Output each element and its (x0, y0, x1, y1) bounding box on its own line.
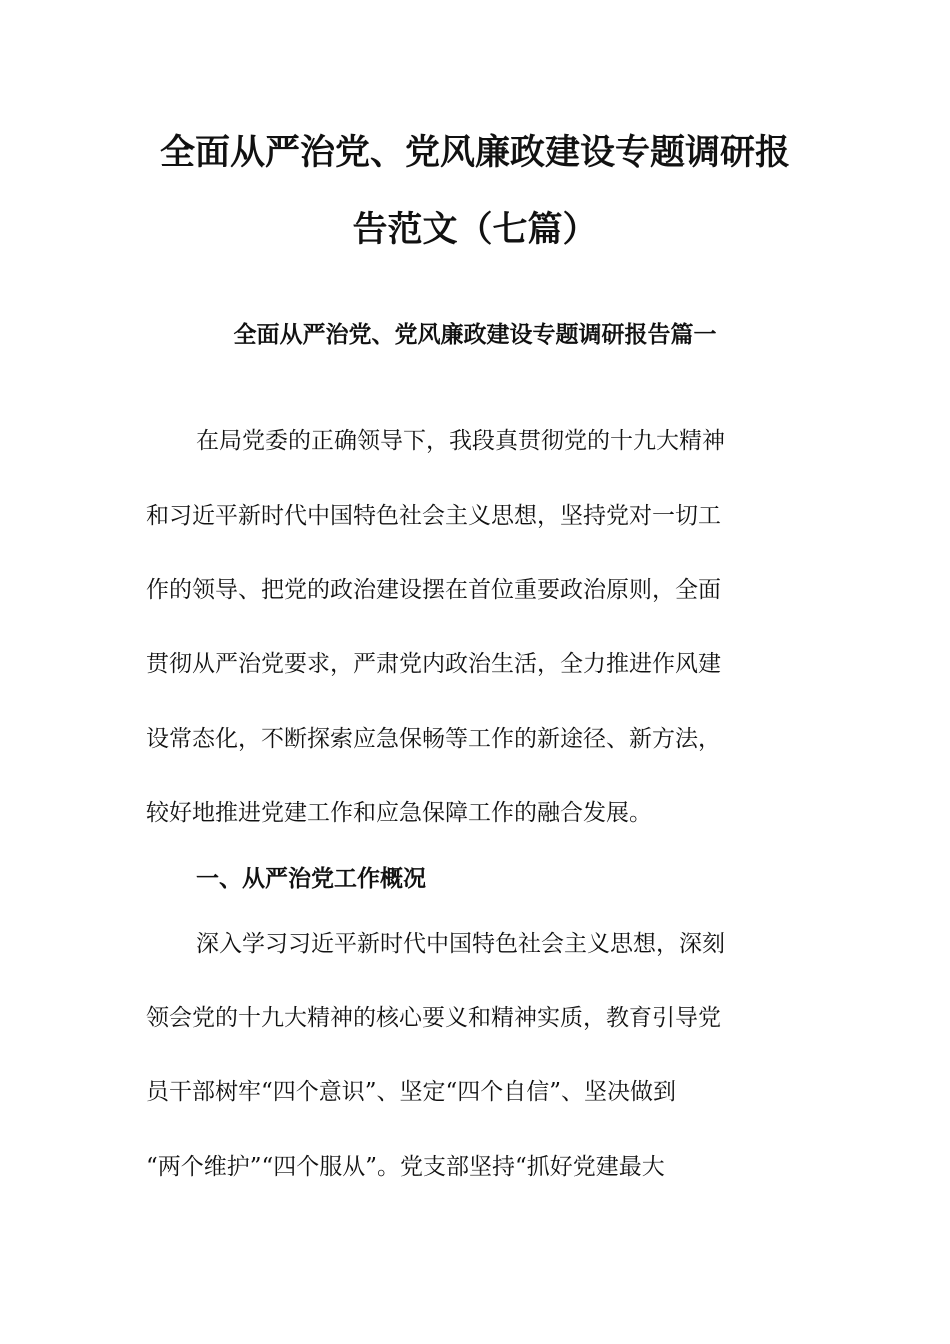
paragraph-1-line-2: 和习近平新时代中国特色社会主义思想，坚持党对一切工 (146, 503, 721, 529)
paragraph-1-line-6: 较好地推进党建工作和应急保障工作的融合发展。 (146, 800, 652, 826)
paragraph-2-line-4: “两个维护”“四个服从”。党支部坚持“抓好党建最大 (146, 1154, 665, 1180)
paragraph-2-line-1: 深入学习习近平新时代中国特色社会主义思想，深刻 (196, 931, 725, 957)
document-title-line-1: 全面从严治党、党风廉政建设专题调研报 (159, 133, 790, 173)
paragraph-1-line-3: 作的领导、把党的政治建设摆在首位重要政治原则，全面 (146, 577, 721, 603)
paragraph-1-line-5: 设常态化，不断探索应急保畅等工作的新途径、新方法， (146, 726, 721, 752)
paragraph-1-line-4: 贯彻从严治党要求，严肃党内政治生活，全力推进作风建 (146, 651, 721, 677)
document-title-line-2: 告范文（七篇） (352, 210, 598, 250)
paragraph-2-line-3: 员干部树牢“四个意识”、坚定“四个自信”、坚决做到 (146, 1079, 677, 1105)
paragraph-2-line-2: 领会党的十九大精神的核心要义和精神实质，教育引导党 (146, 1005, 721, 1031)
paragraph-1-line-1: 在局党委的正确领导下，我段真贯彻党的十九大精神 (196, 428, 725, 454)
section-heading: 全面从严治党、党风廉政建设专题调研报告篇一 (233, 322, 717, 348)
subheading-overview: 一、从严治党工作概况 (196, 866, 426, 892)
